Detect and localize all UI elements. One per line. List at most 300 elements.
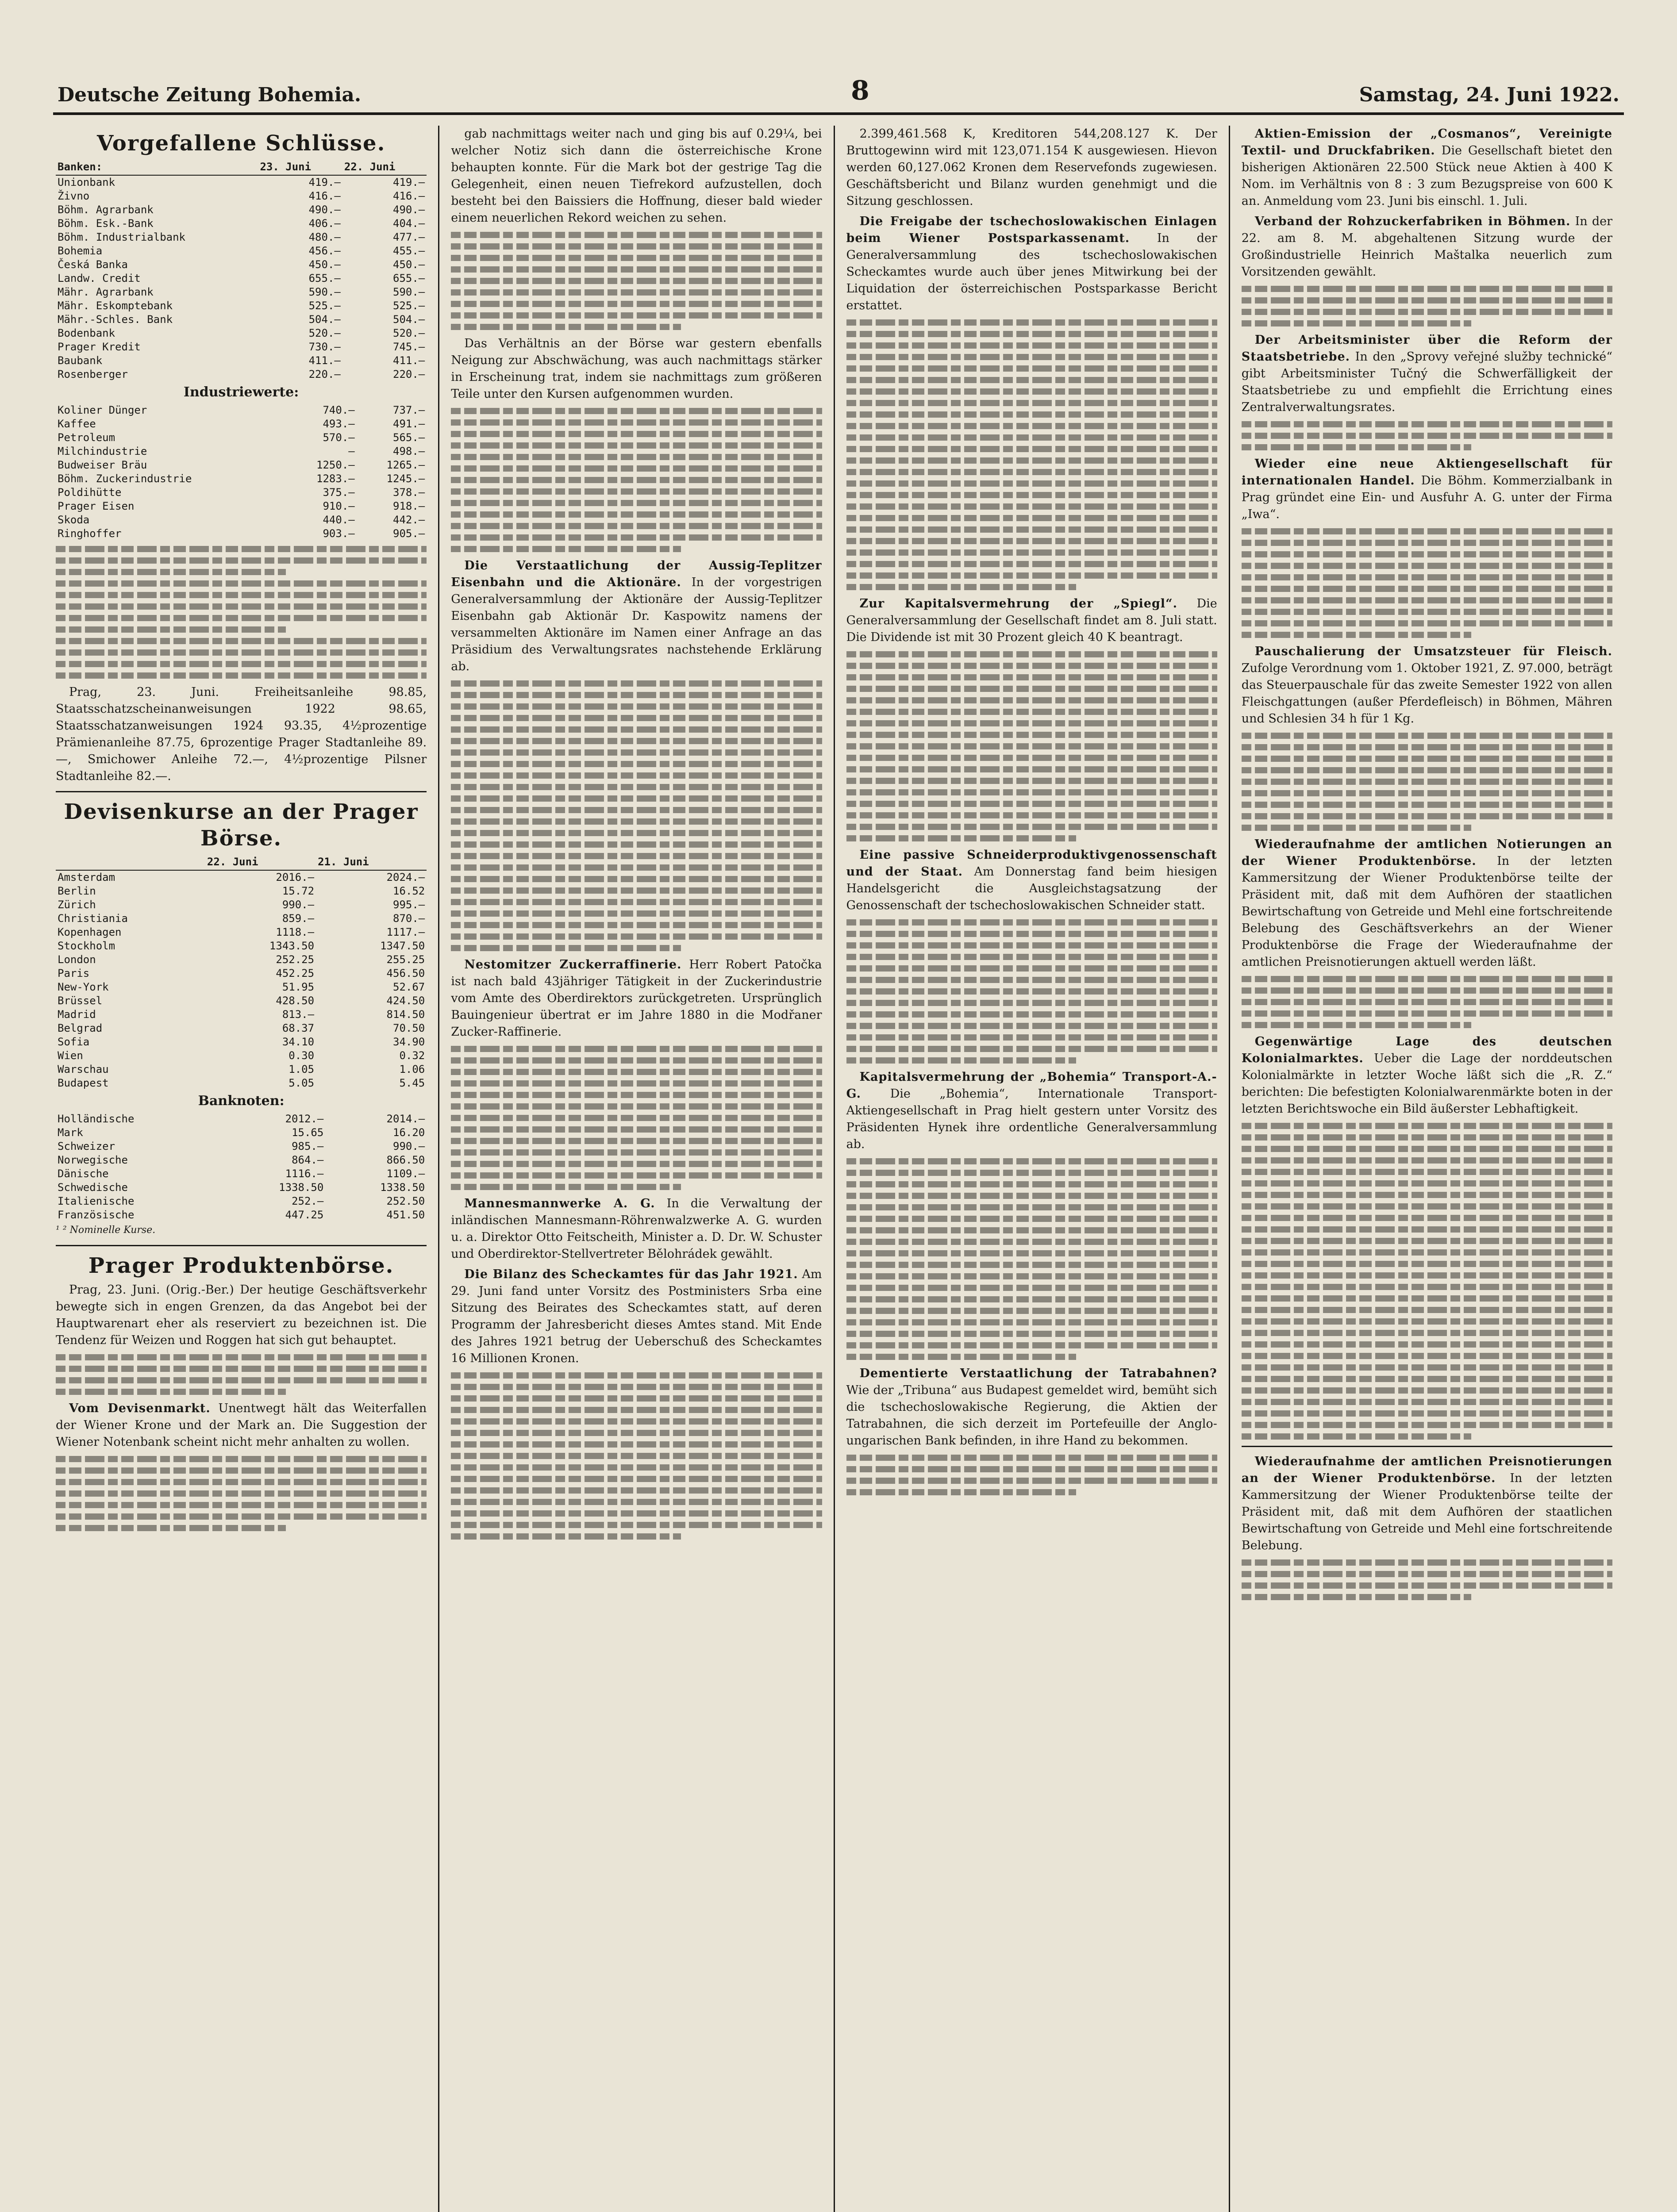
devisen-value-1: 2016.— xyxy=(276,871,315,883)
masthead-title: Deutsche Zeitung Bohemia. xyxy=(58,84,362,106)
devisen-value-1: 813.— xyxy=(282,1008,315,1021)
devisen-row xyxy=(56,1035,427,1049)
mannes-article xyxy=(451,1195,822,1263)
devisen-value-2: 870.— xyxy=(393,912,425,925)
devisen-value-2: 5.45 xyxy=(399,1077,425,1089)
omitted-text-lines xyxy=(56,1456,427,1531)
banken-name: Mähr.-Schles. Bank xyxy=(58,313,173,326)
omitted-text-lines xyxy=(451,1372,822,1540)
industry-value-2: 378.— xyxy=(393,486,425,499)
industry-value-1: 1250.— xyxy=(316,459,355,471)
industry-value-2: 1265.— xyxy=(386,459,425,471)
industry-row xyxy=(56,472,427,486)
devisen-value-1: 252.25 xyxy=(276,953,315,966)
banken-value-1: 520.— xyxy=(308,327,341,339)
banknoten-value-1: 985.— xyxy=(292,1140,324,1152)
tatra-head: Dementierte Verstaatlichung der Tatrabahnen? xyxy=(859,1367,1217,1380)
industry-value-1: 903.— xyxy=(323,527,355,540)
banknoten-name: Holländische xyxy=(58,1113,135,1125)
banknoten-row xyxy=(56,1112,427,1126)
omitted-text-lines xyxy=(1242,286,1612,326)
devisen-name: Sofia xyxy=(58,1036,90,1048)
banknoten-value-2: 451.50 xyxy=(386,1209,425,1221)
omitted-text-lines xyxy=(451,680,822,951)
omitted-table-rows xyxy=(56,546,427,679)
devisen-name: Zürich xyxy=(58,899,96,911)
banken-value-2: 450.— xyxy=(393,258,425,271)
industry-value-1: 1283.— xyxy=(316,472,355,485)
banknoten-value-2: 16.20 xyxy=(393,1126,425,1139)
banken-value-1: 411.— xyxy=(308,354,341,367)
zucker-head: Nestomitzer Zuckerraffinerie. xyxy=(464,958,682,972)
banknoten-value-2: 990.— xyxy=(393,1140,425,1152)
devisen-row xyxy=(56,967,427,980)
banken-value-2: 490.— xyxy=(393,204,425,216)
banken-row xyxy=(56,175,427,189)
banknoten-table xyxy=(56,1112,427,1222)
devisen-row xyxy=(56,1022,427,1035)
spiegel-article xyxy=(846,595,1217,646)
industry-name: Petroleum xyxy=(58,431,115,444)
banken-row xyxy=(56,299,427,313)
banken-name: Böhm. Agrarbank xyxy=(58,204,154,216)
anleihen-text: Prag, 23. Juni. Freiheitsanleihe 98.85, Staatsschatzscheinanweisungen 1922 98.65, Staatsschatzanweisungen 1924 93.35, 4½prozentige Prämienanleihe 87.75, 6prozentige Prager Stadtanleihe 89.—, Smichower Anleihe 72.—, 4½prozentige Pilsner Stadtanleihe 82.—. xyxy=(56,685,427,783)
schneider-head: Eine passive Schneiderproduktivgenossenschaft und der Staat. xyxy=(846,848,1217,879)
cosmanos-body: Die Gesellschaft bietet den bisherigen Aktionären 22.500 Stück neue Aktien à 400 K Nom. im Verhältnis von 8 : 3 zum Bezugspreise von 600 K an. Anmeldung vom 23. Juni bis einschl. 1. Juli. xyxy=(1241,144,1612,208)
banken-row xyxy=(56,217,427,230)
banknoten-name: Französische xyxy=(58,1209,135,1221)
kolonial-body: Ueber die Lage der norddeutschen Kolonialmärkte in letzter Woche läßt sich die „R. Z.“ berichten: Die befestigten Kolonialwarenmärkte boten in der letzten Berichtswoche ein Bild äußerster Lebhaftigkeit. xyxy=(1241,1052,1612,1116)
column-2 xyxy=(438,126,833,2212)
arbeit-body: In den „Sprovy veřejné služby technické“ gibt Arbeitsminister Tučný die Schwerfälligkeit der Staatsbetriebe zu und empfiehlt die Errichtung eines Zentralverwaltungsrates. xyxy=(1241,350,1612,414)
banknoten-name: Italienische xyxy=(58,1195,135,1207)
devisen-value-2: 814.50 xyxy=(386,1008,425,1021)
banken-name: Prager Kredit xyxy=(58,341,141,353)
banken-name: Landw. Credit xyxy=(58,272,141,284)
freigabe-article xyxy=(846,213,1217,314)
industry-value-1: 440.— xyxy=(323,514,355,526)
devisen-name: Madrid xyxy=(58,1008,96,1021)
cosmanos-article xyxy=(1242,126,1612,210)
bilanz-head: Die Bilanz des Scheckamtes für das Jahr 1921. xyxy=(464,1267,798,1281)
banknoten-value-2: 2014.— xyxy=(386,1113,425,1125)
industry-name: Böhm. Zuckerindustrie xyxy=(58,472,192,485)
banknoten-row xyxy=(56,1167,427,1181)
banken-name: Unionbank xyxy=(58,176,115,188)
zucker-body: Herr Robert Patočka ist nach bald 43jähriger Tätigkeit in der Zuckerindustrie vom Amte des Oberdirektors zurückgetreten. Ursprünglich Bauingenieur übertrat er im Jahre 1880 in die Modřaner Zucker-Raffinerie. xyxy=(451,958,822,1039)
banken-value-1: 730.— xyxy=(308,341,341,353)
banken-value-1: 419.— xyxy=(308,176,341,188)
columns xyxy=(53,126,1624,2212)
banken-header-name: Banken: xyxy=(56,159,258,175)
banken-value-2: 411.— xyxy=(393,354,425,367)
devisen-name: Wien xyxy=(58,1049,83,1062)
banken-name: Živno xyxy=(58,190,90,202)
industry-row xyxy=(56,431,427,445)
banknoten-row xyxy=(56,1126,427,1140)
devisen-value-2: 424.50 xyxy=(386,995,425,1007)
produkten-title: Prager Produktenbörse. xyxy=(88,1253,394,1278)
banken-row xyxy=(56,230,427,244)
omitted-text-lines xyxy=(451,1046,822,1190)
masthead xyxy=(53,75,1624,115)
banken-row xyxy=(56,368,427,381)
devisen-row xyxy=(56,870,427,884)
devisen-row xyxy=(56,994,427,1008)
banknoten-row xyxy=(56,1208,427,1222)
devisen-value-1: 1.05 xyxy=(288,1063,315,1075)
devisen-row xyxy=(56,912,427,926)
industry-name: Budweiser Bräu xyxy=(58,459,147,471)
banken-value-1: 655.— xyxy=(308,272,341,284)
devisen-row xyxy=(56,1063,427,1076)
aussig-article xyxy=(451,557,822,675)
banknoten-value-1: 1116.— xyxy=(285,1167,324,1180)
banken-name: Bodenbank xyxy=(58,327,115,339)
mannes-body: In die Verwaltung der inländischen Mannesmann-Röhrenwalzwerke A. G. wurden u. a. Direktor Otto Feitscheith, Minister a. D. Dr. W. Schuster und Oberdirektor-Stellvertreter Bělohrádek gewählt. xyxy=(451,1197,822,1261)
banken-value-1: 416.— xyxy=(308,190,341,202)
devisen-row xyxy=(56,1049,427,1063)
schneider-body: Am Donnerstag fand beim hiesigen Handelsgericht die Ausgleichstagsatzung der Genossenschaft der tschechoslowakischen Schneider statt. xyxy=(846,865,1217,912)
devisen-name: Paris xyxy=(58,967,90,979)
column-1 xyxy=(53,126,438,2212)
omitted-text-lines xyxy=(846,1158,1217,1360)
devisen-value-1: 5.05 xyxy=(288,1077,315,1089)
devisen-value-1: 859.— xyxy=(282,912,315,925)
devisen-value-1: 15.72 xyxy=(282,885,315,897)
omitted-text-lines xyxy=(1242,421,1612,450)
banken-row xyxy=(56,326,427,340)
devisenmarkt-body: Unentwegt hält das Weiterfallen der Wiener Krone und der Mark an. Die Suggestion der Wiener Notenbank scheint nicht mehr anhalten zu wollen. xyxy=(56,1402,427,1449)
devisen-title: Devisenkurse an der Prager Börse. xyxy=(64,799,419,851)
banken-name: Rosenberger xyxy=(58,368,128,380)
devisen-name: Amsterdam xyxy=(58,871,115,883)
banken-name: Böhm. Esk.-Bank xyxy=(58,217,154,230)
industry-row xyxy=(56,513,427,527)
banken-value-1: 490.— xyxy=(308,204,341,216)
banknoten-row xyxy=(56,1181,427,1194)
banken-name: Böhm. Industrialbank xyxy=(58,231,185,243)
aussig-head: Die Verstaatlichung der Aussig-Teplitzer Eisenbahn und die Aktionäre. xyxy=(451,559,822,589)
banken-value-1: 480.— xyxy=(308,231,341,243)
devisenmarkt-text xyxy=(56,1400,427,1451)
devisen-row xyxy=(56,1076,427,1090)
devisen-name: London xyxy=(58,953,96,966)
banken-name: Mähr. Agrarbank xyxy=(58,286,154,298)
banken-row xyxy=(56,285,427,299)
rohzucker-body: In der 22. am 8. M. abgehaltenen Sitzung wurde der Großindustrielle Heinrich Maštalka neuerlich zum Vorsitzenden gewählt. xyxy=(1241,215,1612,279)
banknoten-title: Banknoten: xyxy=(198,1093,285,1109)
banken-value-2: 504.— xyxy=(393,313,425,326)
devisenmarkt-head: Vom Devisenmarkt. xyxy=(69,1402,211,1415)
banknoten-row xyxy=(56,1153,427,1167)
omitted-text-lines xyxy=(1242,733,1612,831)
industry-header: Industriewerte: xyxy=(183,384,299,400)
banken-row xyxy=(56,258,427,272)
banken-row xyxy=(56,354,427,368)
omitted-text-lines xyxy=(451,408,822,552)
cosmanos-head: Aktien-Emission der „Cosmanos“, Vereinigte Textil- und Druckfabriken. xyxy=(1241,127,1612,157)
bilanz-article xyxy=(451,1266,822,1367)
industry-name: Poldihütte xyxy=(58,486,122,499)
devisen-name: Brüssel xyxy=(58,995,103,1007)
devisen-row xyxy=(56,1008,427,1022)
industry-value-1: 493.— xyxy=(323,418,355,430)
banknoten-value-1: 252.— xyxy=(292,1195,324,1207)
neue-article xyxy=(1242,456,1612,523)
industry-value-2: 491.— xyxy=(393,418,425,430)
banknoten-value-1: 15.65 xyxy=(292,1126,324,1139)
devisen-name: Christiania xyxy=(58,912,128,925)
banknoten-row xyxy=(56,1140,427,1153)
banknoten-value-2: 1338.50 xyxy=(380,1181,425,1194)
aussig-body: In der vorgestrigen Generalversammlung der Aktionäre der Aussig-Teplitzer Eisenbahn gab Aktionär Dr. Kaspowitz namens der versammelten Aktionäre im Namen einer Anfrage an das Präsidium des Verwaltungsrates nachstehende Erklärung ab. xyxy=(451,576,822,673)
banknoten-name: Schweizer xyxy=(58,1140,115,1152)
wiederauf-head: Wiederaufnahme der amtlichen Notierungen an der Wiener Produktenbörse. xyxy=(1241,837,1612,868)
omitted-text-lines xyxy=(846,651,1217,841)
industry-name: Skoda xyxy=(58,514,90,526)
devisen-value-1: 1343.50 xyxy=(269,940,315,952)
industry-value-2: 498.— xyxy=(393,445,425,457)
industry-name: Milchindustrie xyxy=(58,445,147,457)
banken-name: Baubank xyxy=(58,354,103,367)
footnote: ¹ ² Nominelle Kurse. xyxy=(56,1225,156,1236)
industry-row xyxy=(56,445,427,458)
industry-value-2: 905.— xyxy=(393,527,425,540)
devisen-value-2: 1117.— xyxy=(386,926,425,938)
devisen-header-name xyxy=(56,854,205,870)
devisen-row xyxy=(56,884,427,898)
devisen-row xyxy=(56,898,427,912)
spiegel-body: Die Generalversammlung der Gesellschaft findet am 8. Juli statt. Die Dividende ist mit 30 Prozent gleich 40 K beantragt. xyxy=(846,597,1217,644)
industry-value-2: 565.— xyxy=(393,431,425,444)
fleisch-article xyxy=(1242,643,1612,727)
banken-value-1: 504.— xyxy=(308,313,341,326)
produkten-text: Prag, 23. Juni. (Orig.-Ber.) Der heutige Geschäftsverkehr bewegte sich in engen Grenzen, da das Angebot bei der Hauptwarenart eher als reserviert zu bezeichnen ist. Die Tendenz für Weizen und Roggen hat sich gut behauptet. xyxy=(56,1283,427,1347)
industry-value-1: 570.— xyxy=(323,431,355,444)
banknoten-value-1: 447.25 xyxy=(285,1209,324,1221)
masthead-date: Samstag, 24. Juni 1922. xyxy=(1359,84,1619,106)
devisen-value-2: 1.06 xyxy=(399,1063,425,1075)
omitted-text-lines xyxy=(1242,976,1612,1028)
industry-name: Ringhoffer xyxy=(58,527,122,540)
banken-row xyxy=(56,203,427,217)
rohzucker-article xyxy=(1242,213,1612,280)
industry-value-1: 740.— xyxy=(323,404,355,416)
banken-value-2: 590.— xyxy=(393,286,425,298)
banken-value-2: 416.— xyxy=(393,190,425,202)
bilanz-body: Am 29. Juni fand unter Vorsitz des Postministers Srba eine Sitzung des Beirates des Scheckamtes statt, auf deren Programm der Jahresbericht dieses Amtes stand. Mit Ende des Jahres 1921 betrug der Ueberschuß des Scheckamtes 16 Millionen Kronen. xyxy=(451,1267,822,1365)
omitted-text-lines xyxy=(1242,1559,1612,1600)
wiederauf-article xyxy=(1242,836,1612,971)
bohemia-body: Die „Bohemia“, Internationale Transport-Aktiengesellschaft in Prag hielt gestern unter Vorsitz des Präsidenten Hynek ihre ordentliche Generalversammlung ab. xyxy=(846,1087,1217,1151)
banken-value-2: 655.— xyxy=(393,272,425,284)
industry-value-1: — xyxy=(348,445,355,457)
banken-value-1: 220.— xyxy=(308,368,341,380)
banken-value-2: 404.— xyxy=(393,217,425,230)
column-4 xyxy=(1229,126,1624,2212)
banknoten-value-1: 1338.50 xyxy=(279,1181,324,1194)
banken-value-2: 220.— xyxy=(393,368,425,380)
banken-value-1: 525.— xyxy=(308,300,341,312)
devisen-value-1: 34.10 xyxy=(282,1036,315,1048)
banken-row xyxy=(56,244,427,258)
fleisch-head: Pauschalierung der Umsatzsteuer für Fleisch. xyxy=(1254,645,1612,658)
column-3 xyxy=(834,126,1229,2212)
omitted-text-lines xyxy=(451,232,822,330)
banknoten-value-2: 1109.— xyxy=(386,1167,425,1180)
banknoten-value-2: 252.50 xyxy=(386,1195,425,1207)
devisen-name: New-York xyxy=(58,981,109,993)
banken-value-2: 455.— xyxy=(393,245,425,257)
banken-table xyxy=(56,159,427,381)
industry-name: Prager Eisen xyxy=(58,500,135,512)
mannes-head: Mannesmannwerke A. G. xyxy=(464,1197,655,1210)
banknoten-name: Schwedische xyxy=(58,1181,128,1194)
devisen-value-2: 1347.50 xyxy=(380,940,425,952)
banknoten-row xyxy=(56,1194,427,1208)
page-number: 8 xyxy=(851,75,869,106)
devisen-value-1: 51.95 xyxy=(282,981,315,993)
industry-row xyxy=(56,499,427,513)
devisen-value-2: 0.32 xyxy=(399,1049,425,1062)
neue-body: Die Böhm. Kommerzialbank in Prag gründet eine Ein- und Ausfuhr A. G. unter der Firma „Iwa“. xyxy=(1241,474,1612,521)
devisen-name: Stockholm xyxy=(58,940,115,952)
industry-value-2: 737.— xyxy=(393,404,425,416)
bohemia-head: Kapitalsvermehrung der „Bohemia“ Transport-A.-G. xyxy=(846,1070,1217,1101)
devisen-value-2: 456.50 xyxy=(386,967,425,979)
devisen-header-date2: 21. Juni xyxy=(316,854,427,870)
schneider-article xyxy=(846,847,1217,914)
devisen-value-1: 0.30 xyxy=(288,1049,315,1062)
banken-name: Mähr. Eskomptebank xyxy=(58,300,173,312)
industry-row xyxy=(56,486,427,499)
arbeit-head: Der Arbeitsminister über die Reform der Staatsbetriebe. xyxy=(1241,333,1612,364)
devisen-name: Belgrad xyxy=(58,1022,103,1034)
banken-row xyxy=(56,272,427,285)
banknoten-value-1: 864.— xyxy=(292,1154,324,1166)
devisen-value-1: 428.50 xyxy=(276,995,315,1007)
industry-row xyxy=(56,458,427,472)
devisen-value-2: 2024.— xyxy=(386,871,425,883)
tatra-body: Wie der „Tribuna“ aus Budapest gemeldet wird, bemüht sich die tschechoslowakische Regierung, die Aktien der Tatrabahnen, die sich derzeit im Portefeuille der Anglo-ungarischen Bank befinden, in ihre Hand zu bekommen. xyxy=(846,1383,1217,1448)
devisen-name: Kopenhagen xyxy=(58,926,122,938)
industry-value-2: 442.— xyxy=(393,514,425,526)
omitted-text-lines xyxy=(56,1354,427,1395)
col2-p2: Das Verhältnis an der Börse war gestern ebenfalls Neigung zur Abschwächung, was auch nachmittags stärker in Erscheinung trat, indem sie nachmittags zum größeren Teile unter den Kursen aufgenommen wurden. xyxy=(451,337,822,401)
omitted-text-lines xyxy=(1242,528,1612,638)
banken-header-date1: 23. Juni xyxy=(258,159,342,175)
freigabe-body: In der Generalversammlung des tschechoslowakischen Scheckamtes wurde auch über jenes Mitwirkung bei der Liquidation der österreichischen Postsparkasse Bericht erstattet. xyxy=(846,231,1217,312)
banken-row xyxy=(56,340,427,354)
devisen-value-2: 52.67 xyxy=(393,981,425,993)
banken-value-2: 745.— xyxy=(393,341,425,353)
arbeit-article xyxy=(1242,332,1612,416)
banken-name: Česká Banka xyxy=(58,258,128,271)
devisen-value-2: 70.50 xyxy=(393,1022,425,1034)
industry-name: Kaffee xyxy=(58,418,96,430)
tatra-article xyxy=(846,1365,1217,1449)
industry-value-2: 1245.— xyxy=(386,472,425,485)
devisen-value-2: 995.— xyxy=(393,899,425,911)
banken-value-1: 590.— xyxy=(308,286,341,298)
devisen-name: Warschau xyxy=(58,1063,109,1075)
devisen-value-2: 16.52 xyxy=(393,885,425,897)
kolonial-article xyxy=(1242,1033,1612,1118)
industry-name: Koliner Dünger xyxy=(58,404,147,416)
wiederauf2-article xyxy=(1242,1453,1612,1554)
wiederauf2-body: In der letzten Kammersitzung der Wiener Produktenbörse teilte der Präsident mit, daß mit dem Aufhören der staatlichen Bewirtschaftung von Getreide und Mehl eine fortschreitende Belebung. xyxy=(1241,1471,1612,1552)
devisen-row xyxy=(56,926,427,939)
wiederauf2-head: Wiederaufnahme der amtlichen Preisnotierungen an der Wiener Produktenbörse. xyxy=(1241,1455,1612,1485)
omitted-text-lines xyxy=(1242,1123,1612,1440)
industry-row xyxy=(56,403,427,417)
devisen-value-2: 34.90 xyxy=(393,1036,425,1048)
industry-value-1: 375.— xyxy=(323,486,355,499)
banken-value-2: 477.— xyxy=(393,231,425,243)
omitted-text-lines xyxy=(846,319,1217,590)
banken-name: Bohemia xyxy=(58,245,103,257)
devisen-row xyxy=(56,980,427,994)
wiederauf-body: In der letzten Kammersitzung der Wiener Produktenbörse teilte der Präsident mit, daß mit dem Aufhören der staatlichen Bewirtschaftung von Getreide und Mehl eine fortschreitende Belebung des Geschäftsverkehrs an der Wiener Produktenbörse die Frage der Wiederaufnahme der amtlichen Preisnotierungen aktuell werden läßt. xyxy=(1241,854,1612,969)
rohzucker-head: Verband der Rohzuckerfabriken in Böhmen. xyxy=(1254,215,1571,228)
devisen-name: Berlin xyxy=(58,885,96,897)
devisen-value-2: 255.25 xyxy=(386,953,425,966)
industry-row xyxy=(56,417,427,431)
omitted-text-lines xyxy=(846,919,1217,1064)
col3-p1: 2.399,461.568 K, Kreditoren 544,208.127 K. Der Bruttogewinn wird mit 123,071.154 K ausgewiesen. Hievon werden 60,127.062 Kronen dem Reservefonds zugewiesen. Geschäftsbericht und Bilanz wurden genehmigt und die Sitzung geschlossen. xyxy=(846,127,1217,208)
spiegel-head: Zur Kapitalsvermehrung der „Spiegl“. xyxy=(859,597,1177,611)
industry-value-2: 918.— xyxy=(393,500,425,512)
bohemia-article xyxy=(846,1069,1217,1153)
fleisch-body: Zufolge Verordnung vom 1. Oktober 1921, Z. 97.000, beträgt das Steuerpauschale für das zweite Semester 1922 von allen Fleischgattungen (außer Pferdefleisch) in Böhmen, Mähren und Schlesien 34 h für 1 Kg. xyxy=(1241,661,1612,726)
schluesse-title: Vorgefallene Schlüsse. xyxy=(96,131,386,156)
industry-value-1: 910.— xyxy=(323,500,355,512)
devisen-row xyxy=(56,953,427,967)
banken-value-1: 450.— xyxy=(308,258,341,271)
banken-header-date2: 22. Juni xyxy=(342,159,427,175)
banknoten-name: Norwegische xyxy=(58,1154,128,1166)
banken-header-row xyxy=(56,159,427,175)
devisen-row xyxy=(56,939,427,953)
banken-row xyxy=(56,313,427,326)
freigabe-head: Die Freigabe der tschechoslowakischen Einlagen beim Wiener Postsparkassenamt. xyxy=(846,215,1217,245)
banknoten-value-2: 866.50 xyxy=(386,1154,425,1166)
omitted-text-lines xyxy=(846,1455,1217,1495)
banken-value-2: 525.— xyxy=(393,300,425,312)
banken-value-2: 520.— xyxy=(393,327,425,339)
devisen-value-1: 68.37 xyxy=(282,1022,315,1034)
devisen-value-1: 452.25 xyxy=(276,967,315,979)
banknoten-name: Mark xyxy=(58,1126,83,1139)
banknoten-name: Dänische xyxy=(58,1167,109,1180)
banken-value-1: 406.— xyxy=(308,217,341,230)
banken-value-2: 419.— xyxy=(393,176,425,188)
neue-head: Wieder eine neue Aktiengesellschaft für internationalen Handel. xyxy=(1241,457,1612,488)
devisen-value-1: 1118.— xyxy=(276,926,315,938)
banknoten-value-1: 2012.— xyxy=(285,1113,324,1125)
banken-value-1: 456.— xyxy=(308,245,341,257)
devisen-value-1: 990.— xyxy=(282,899,315,911)
col2-p1: gab nachmittags weiter nach und ging bis auf 0.29¼, bei welcher Notiz sich dann die österreichische Krone behaupten konnte. Für die Mark bot der gestrige Tag die Gelegenheit, einen neuen Tiefrekord aufzustellen, doch besteht bei den Baissiers die Hoffnung, dieser bald wieder einem neuerlichen Rekord weichen zu sehen. xyxy=(451,127,822,225)
industry-table xyxy=(56,403,427,541)
devisen-name: Budapest xyxy=(58,1077,109,1089)
kolonial-head: Gegenwärtige Lage des deutschen Kolonialmarktes. xyxy=(1241,1035,1612,1065)
industry-row xyxy=(56,527,427,541)
devisen-table xyxy=(56,854,427,1090)
devisen-header-date1: 22. Juni xyxy=(205,854,316,870)
banken-row xyxy=(56,189,427,203)
